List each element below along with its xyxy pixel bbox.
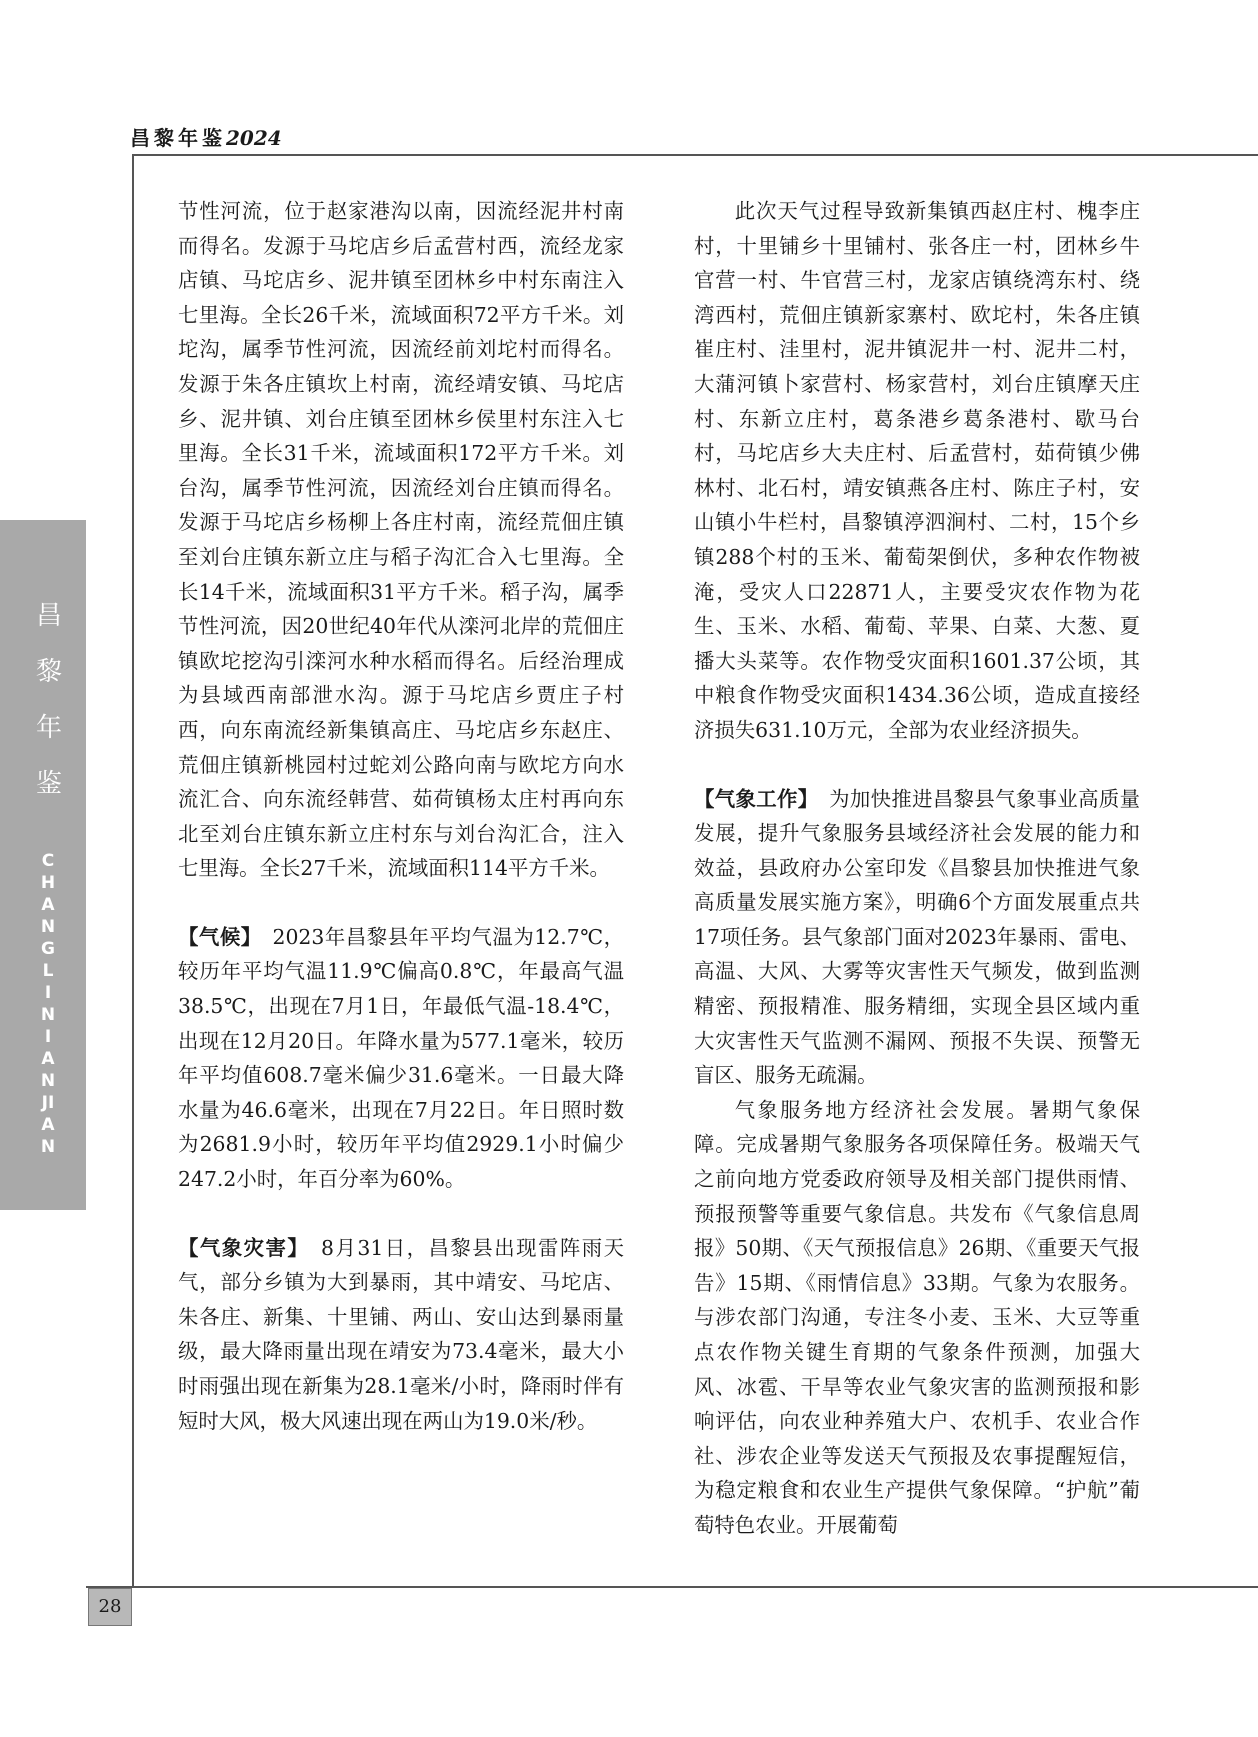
climate-text: 2023年昌黎县年平均气温为12.7℃，较历年平均气温11.9℃偏高0.8℃，年最高气温38.5℃，出现在7月1日，年最低气温-18.4℃，出现在12月20日。年降水量为577.1毫米，较历年平均值608.7毫米偏少31.6毫米。一日最大降水量为46.6毫米，出现在7月22日。年日照时数为2681.9小时，较历年平均值2929.1小时偏少247.2小时，年百分率为60%。	[178, 924, 624, 1192]
running-header-title: 昌黎年鉴	[130, 126, 226, 150]
running-header-year: 2024	[226, 126, 282, 150]
work-text: 为加快推进昌黎县气象事业高质量发展，提升气象服务县域经济社会发展的能力和效益，县政府办公室印发《昌黎县加快推进气象高质量发展实施方案》，明确6个方面发展重点共17项任务。县气象部门面对2023年暴雨、雷电、高温、大风、大雾等灾害性天气频发，做到监测精密、预报精准、服务精细，实现全县区域内重大灾害性天气监测不漏网、预报不失误、预警无盲区、服务无疏漏。	[694, 786, 1141, 1088]
left-column	[178, 194, 624, 1438]
work-paragraph	[694, 782, 1140, 1093]
damage-paragraph: 此次天气过程导致新集镇西赵庄村、槐李庄村，十里铺乡十里铺村、张各庄一村，团林乡牛官营一村、牛官营三村，龙家店镇绕湾东村、绕湾西村，荒佃庄镇新家寨村、欧坨村，朱各庄镇崔庄村、洼里村，泥井镇泥井一村、泥井二村，大蒲河镇卜家营村、杨家营村，刘台庄镇摩天庄村、东新立庄村，葛条港乡葛条港村、歇马台村，马坨店乡大夫庄村、后孟营村，茹荷镇少佛林村、北石村，靖安镇燕各庄村、陈庄子村，安山镇小牛栏村，昌黎镇渟泗涧村、二村，15个乡镇288个村的玉米、葡萄架倒伏，多种农作物被淹，受灾人口22871人，主要受灾农作物为花生、玉米、水稻、葡萄、苹果、白菜、大葱、夏播大头菜等。农作物受灾面积1601.37公顷，其中粮食作物受灾面积1434.36公顷，造成直接经济损失631.10万元，全部为农业经济损失。	[694, 199, 1140, 742]
page-number: 28	[88, 1588, 132, 1626]
work-heading: 【气象工作】	[694, 786, 809, 811]
side-tab-pinyin: CHANGLINIANJIAN	[40, 851, 56, 1157]
running-header	[130, 122, 282, 151]
right-column	[694, 194, 1140, 1543]
disaster-text: 8月31日，昌黎县出现雷阵雨天气，部分乡镇为大到暴雨，其中靖安、马坨店、朱各庄、新集、十里铺、两山、安山达到暴雨量级，最大降雨量出现在靖安为73.4毫米，最大小时雨强出现在新集为28.1毫米/小时，降雨时伴有短时大风，极大风速出现在两山为19.0米/秒。	[178, 1235, 624, 1433]
side-tab	[0, 520, 86, 1210]
rivers-paragraph: 节性河流，位于赵家港沟以南，因流经泥井村南而得名。发源于马坨店乡后孟营村西，流经龙家店镇、马坨店乡、泥井镇至团林乡中村东南注入七里海。全长26千米，流域面积72平方千米。刘坨沟，属季节性河流，因流经前刘坨村而得名。发源于朱各庄镇坎上村南，流经靖安镇、马坨店乡、泥井镇、刘台庄镇至团林乡侯里村东注入七里海。全长31千米，流域面积172平方千米。刘台沟，属季节性河流，因流经刘台庄镇而得名。发源于马坨店乡杨柳上各庄村南，流经荒佃庄镇至刘台庄镇东新立庄与稻子沟汇合入七里海。全长14千米，流域面积31平方千米。稻子沟，属季节性河流，因20世纪40年代从滦河北岸的荒佃庄镇欧坨挖沟引滦河水种水稻而得名。后经治理成为县域西南部泄水沟。源于马坨店乡贾庄子村西，向东南流经新集镇高庄、马坨店乡东赵庄、荒佃庄镇新桃园村过蛇刘公路向南与欧坨方向水流汇合、向东流经韩营、茹荷镇杨太庄村再向东北至刘台庄镇东新立庄村东与刘台沟汇合，注入七里海。全长27千米，流域面积114平方千米。	[178, 199, 624, 881]
disaster-paragraph	[178, 1231, 624, 1439]
frame-bottom-rule	[86, 1586, 1258, 1588]
service-paragraph: 气象服务地方经济社会发展。暑期气象保障。完成暑期气象服务各项保障任务。极端天气之前向地方党委政府领导及相关部门提供雨情、预报预警等重要气象信息。共发布《气象信息周报》50期、《天气预报信息》26期、《重要天气报告》15期、《雨情信息》33期。气象为农服务。与涉农部门沟通，专注冬小麦、玉米、大豆等重点农作物关键生育期的气象条件预测，加强大风、冰雹、干旱等农业气象灾害的监测预报和影响评估，向农业种养殖大户、农机手、农业合作社、涉农企业等发送天气预报及农事提醒短信，为稳定粮食和农业生产提供气象保障。“护航”葡萄特色农业。开展葡萄	[694, 1097, 1140, 1537]
climate-paragraph	[178, 920, 624, 1197]
frame-top-rule	[132, 154, 1258, 156]
climate-heading: 【气候】	[178, 924, 252, 949]
side-tab-chinese: 昌黎年鉴	[36, 601, 63, 799]
frame-left-rule	[132, 154, 134, 1586]
disaster-heading: 【气象灾害】	[178, 1235, 300, 1260]
